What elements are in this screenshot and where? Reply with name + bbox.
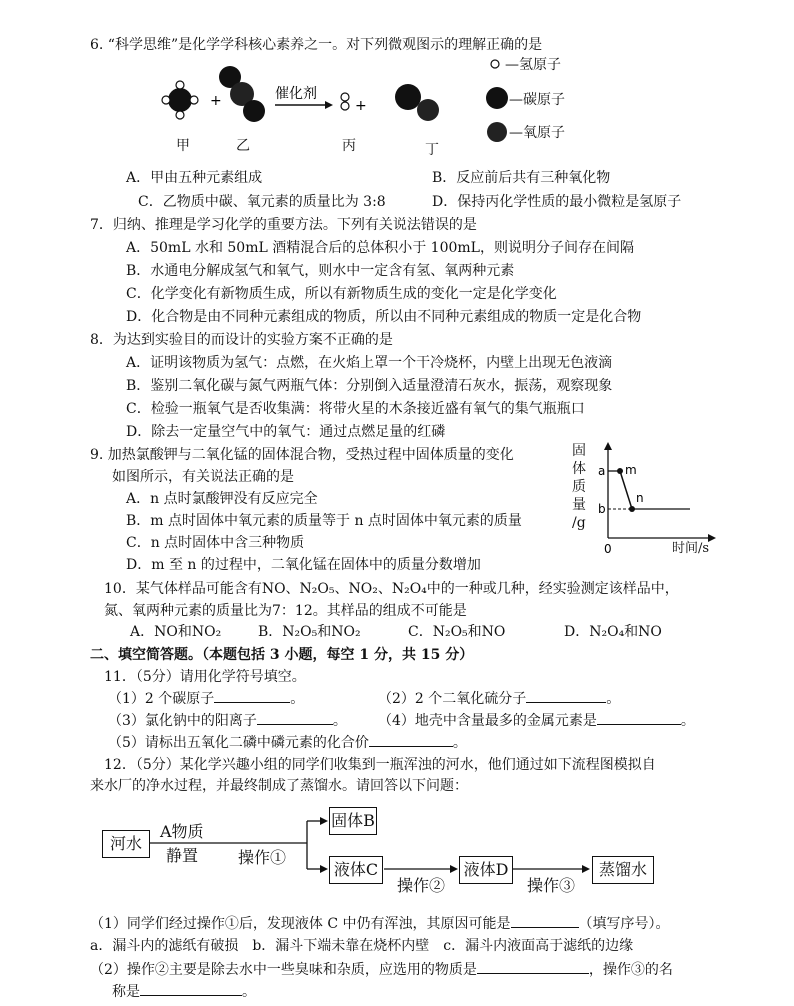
section-2-heading: 二、填空简答题。（本题包括 3 小题，每空 1 分，共 15 分）: [90, 647, 474, 663]
label-jia: 甲: [176, 138, 190, 154]
q12-sub2: （2）操作②主要是除去水中一些臭味和杂质，应选用的物质是 ，操作③的名: [90, 959, 673, 980]
q11-item-5: （5）请标出五氧化二磷中磷元素的化合价 。: [108, 732, 467, 753]
graph-label-b: b: [598, 502, 606, 516]
q8-option-a: A．证明该物质为氢气：点燃，在火焰上罩一个干冷烧杯，内壁上出现无色液滴: [126, 355, 613, 371]
q10-line2: 氮、氧两种元素的质量比为7：12。其样品的组成不可能是: [104, 603, 467, 619]
q8-option-c: C．检验一瓶氧气是否收集满：将带火星的木条接近盛有氧气的集气瓶瓶口: [126, 401, 585, 417]
flow-river-water: 河水: [102, 830, 150, 858]
catalyst-label: 催化剂: [275, 86, 317, 102]
label-yi: 乙: [236, 138, 250, 154]
q12-blank-1[interactable]: [511, 913, 579, 928]
q7-option-d: D．化合物是由不同种元素组成的物质，所以由不同种元素组成的物质一定是化合物: [126, 309, 642, 325]
q12-choices: a．漏斗内的滤纸有破损 b．漏斗下端未靠在烧杯内壁 c．漏斗内液面高于滤纸的边缘: [90, 938, 634, 954]
q6-stem: 6. “科学思维”是化学学科核心素养之一。对下列微观图示的理解正确的是: [90, 37, 543, 53]
flow-op3: 操作③: [527, 876, 576, 895]
label-ding: 丁: [425, 142, 439, 158]
q6-option-a: A．甲由五种元素组成: [126, 170, 263, 186]
point-n: [629, 506, 635, 512]
plus-sign-2: +: [355, 98, 367, 114]
q11-blank-5[interactable]: [369, 732, 453, 747]
flow-step1-a: A物质: [160, 822, 204, 841]
flow-op1: 操作①: [238, 848, 287, 867]
q11-item-2: （2）2 个二氧化硫分子 。: [378, 688, 620, 709]
q12-line2: 来水厂的净水过程，并最终制成了蒸馏水。请回答以下问题：: [90, 778, 468, 794]
q6-option-c: C．乙物质中碳、氧元素的质量比为 3:8: [138, 194, 386, 210]
q11-item-4: （4）地壳中含量最多的金属元素是 。: [378, 710, 695, 731]
carbon-monoxide-molecule-icon: [395, 84, 439, 121]
legend-carbon: —碳原子: [509, 92, 565, 108]
q9-graph-ylabel: 固 体 质 量 /g: [572, 443, 586, 531]
flow-distilled-water: 蒸馏水: [592, 856, 654, 884]
q9-stem-line2: 如图所示，有关说法正确的是: [112, 469, 294, 485]
flow-solid-b: 固体B: [329, 807, 377, 835]
q11-item-1: （1）2 个碳原子 。: [108, 688, 304, 709]
q7-option-c: C．化学变化有新物质生成，所以有新物质生成的变化一定是化学变化: [126, 286, 557, 302]
q7-option-a: A．50mL 水和 50mL 酒精混合后的总体积小于 100mL，则说明分子间存在间隔: [126, 240, 634, 256]
q11-stem: 11．（5分）请用化学符号填空。: [104, 669, 306, 685]
label-bing: 丙: [342, 138, 356, 154]
flow-op2: 操作②: [397, 876, 446, 895]
q11-blank-3[interactable]: [257, 710, 333, 725]
flow-step1-b: 静置: [166, 846, 199, 865]
q10-line1: 10．某气体样品可能含有NO、N₂O₅、NO₂、N₂O₄中的一种或几种，经实验测定该样品中，: [104, 581, 679, 597]
q11-item-3: （3）氯化钠中的阳离子 。: [108, 710, 347, 731]
legend-hydrogen: —氢原子: [505, 57, 561, 73]
q6-option-d: D．保持丙化学性质的最小微粒是氢原子: [432, 194, 682, 210]
legend-oxygen: —氧原子: [509, 125, 565, 141]
flow-liquid-d: 液体D: [459, 856, 513, 884]
q11-blank-2[interactable]: [526, 688, 606, 703]
q12-blank-2[interactable]: [477, 959, 589, 974]
q7-option-b: B．水通电分解成氢气和氧气，则水中一定含有氢、氧两种元素: [126, 263, 515, 279]
q6-molecule-diagram: [150, 60, 450, 160]
q8-stem: 8．为达到实验目的而设计的实验方案不正确的是: [90, 332, 393, 348]
q12-line1: 12．（5分）某化学兴趣小组的同学们收集到一瓶浑浊的河水，他们通过如下流程图模拟自: [104, 757, 656, 773]
q11-blank-1[interactable]: [214, 688, 290, 703]
q6-option-b: B．反应前后共有三种氧化物: [432, 170, 611, 186]
oxygen-atom-icon: [487, 122, 507, 142]
graph-label-m: m: [625, 463, 637, 477]
graph-label-a: a: [598, 464, 606, 478]
q12-sub2-end: 称是 。: [112, 981, 256, 1002]
q12-sub1: （1）同学们经过操作①后，发现液体 C 中仍有浑浊，其原因可能是 （填写序号）。: [90, 913, 670, 934]
q9-option-b: B．m 点时固体中氧元素的质量等于 n 点时固体中氧元素的质量: [126, 513, 522, 529]
q10-option-d: D．N₂O₄和NO: [564, 624, 662, 640]
q10-option-b: B．N₂O₅和NO₂: [258, 624, 361, 640]
q10-option-a: A．NO和NO₂: [130, 624, 222, 640]
q9-option-a: A．n 点时氯酸钾没有反应完全: [126, 491, 318, 507]
q9-option-d: D．m 至 n 的过程中，二氧化锰在固体中的质量分数增加: [126, 557, 481, 573]
q9-option-c: C．n 点时固体中含三种物质: [126, 535, 305, 551]
flow-liquid-c: 液体C: [329, 856, 383, 884]
q8-option-b: B．鉴别二氧化碳与氮气两瓶气体：分别倒入适量澄清石灰水，振荡，观察现象: [126, 378, 613, 394]
q7-stem: 7．归纳、推理是学习化学的重要方法。下列有关说法错误的是: [90, 217, 477, 233]
methane-molecule-icon: [162, 81, 198, 119]
hydrogen-atom-icon: [491, 60, 499, 68]
q11-blank-4[interactable]: [597, 710, 681, 725]
q9-stem-line1: 9. 加热氯酸钾与二氧化锰的固体混合物，受热过程中固体质量的变化: [90, 447, 514, 463]
graph-label-n: n: [636, 491, 644, 505]
q12-blank-3[interactable]: [140, 981, 242, 996]
q10-option-c: C．N₂O₅和NO: [408, 624, 506, 640]
carbon-atom-icon: [486, 87, 508, 109]
point-m: [617, 468, 623, 474]
graph-origin: 0: [604, 542, 612, 556]
hydrogen-molecule-icon: [341, 93, 349, 110]
plus-sign-1: +: [210, 93, 222, 109]
q9-graph-xlabel: 时间/s: [672, 541, 710, 556]
carbon-dioxide-molecule-icon: [219, 66, 265, 122]
q8-option-d: D．除去一定量空气中的氧气：通过点燃足量的红磷: [126, 424, 446, 440]
